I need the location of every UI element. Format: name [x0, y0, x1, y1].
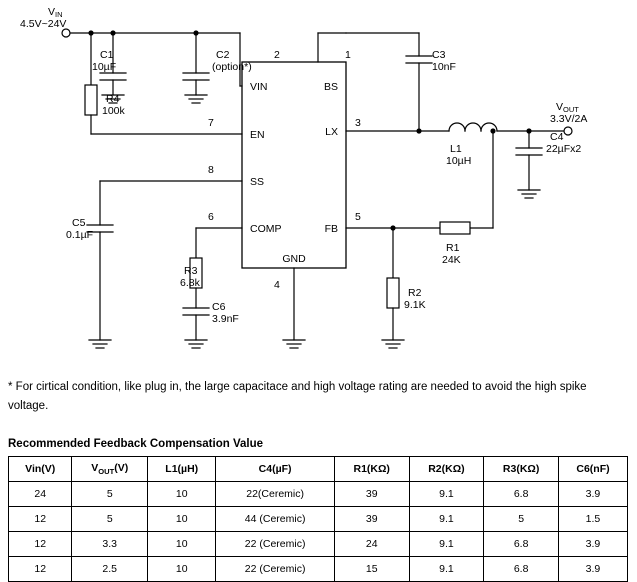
cell: 2.5 — [72, 557, 148, 582]
cell: 10 — [148, 482, 216, 507]
cell: 5 — [72, 507, 148, 532]
col-c4: C4(µF) — [216, 457, 334, 482]
r2-ref: R2 — [408, 287, 422, 299]
cell: 5 — [72, 482, 148, 507]
table-row — [9, 482, 628, 507]
table-header-row — [9, 457, 628, 482]
cell: 3.9 — [558, 557, 627, 582]
c1-value: 10µF — [92, 61, 117, 73]
r4-ref: R4 — [106, 93, 120, 105]
table-row — [9, 507, 628, 532]
pin-label-fb: FB — [324, 223, 338, 235]
pin-number-8: 8 — [208, 164, 214, 176]
cell: 1.5 — [558, 507, 627, 532]
table-row — [9, 557, 628, 582]
cell: 5 — [484, 507, 559, 532]
cell: 3.9 — [558, 532, 627, 557]
r3-value: 6.8k — [180, 277, 200, 289]
cell: 12 — [9, 507, 72, 532]
pin-label-lx: LX — [325, 126, 338, 138]
vin-value: 4.5V~24V — [20, 18, 67, 30]
r3-ref: R3 — [184, 265, 198, 277]
cell: 9.1 — [409, 557, 484, 582]
c4-value: 22µFx2 — [546, 143, 582, 155]
pin-label-bs: BS — [323, 81, 338, 93]
pin-label-comp: COMP — [250, 223, 282, 235]
col-vin: Vin(V) — [9, 457, 72, 482]
col-r1: R1(KΩ) — [334, 457, 409, 482]
cell: 10 — [148, 532, 216, 557]
cell: 6.8 — [484, 557, 559, 582]
pin-label-en: EN — [250, 129, 265, 141]
col-l1: L1(µH) — [148, 457, 216, 482]
cell: 24 — [9, 482, 72, 507]
cell: 22(Ceremic) — [216, 482, 334, 507]
cell: 9.1 — [409, 507, 484, 532]
cell: 9.1 — [409, 532, 484, 557]
l1-value: 10µH — [446, 155, 472, 167]
pin-number-4: 4 — [274, 279, 280, 291]
l1-ref: L1 — [450, 143, 462, 155]
vout-value: 3.3V/2A — [550, 113, 588, 125]
footnote: * For cirtical condition, like plug in, the large capacitace and high voltage rating are needed to avoid the high spike voltage. — [8, 381, 587, 412]
col-c6: C6(nF) — [558, 457, 627, 482]
table-row — [9, 532, 628, 557]
cell: 22 (Ceremic) — [216, 557, 334, 582]
c5-value: 0.1µF — [66, 229, 94, 241]
c2-value: (option*) — [212, 61, 252, 73]
pin-number-1: 1 — [345, 49, 351, 61]
cell: 10 — [148, 557, 216, 582]
cell: 39 — [334, 482, 409, 507]
cell: 6.8 — [484, 532, 559, 557]
c5-ref: C5 — [72, 217, 86, 229]
c4-ref: C4 — [550, 131, 564, 143]
col-r2: R2(KΩ) — [409, 457, 484, 482]
r4-value: 100k — [102, 105, 125, 117]
r1-value: 24K — [442, 254, 461, 266]
pin-number-5: 5 — [355, 211, 361, 223]
cell: 3.9 — [558, 482, 627, 507]
cell: 6.8 — [484, 482, 559, 507]
cell: 12 — [9, 557, 72, 582]
vout-label: VOUT — [556, 101, 579, 114]
cell: 22 (Ceremic) — [216, 532, 334, 557]
pin-label-gnd: GND — [282, 253, 306, 265]
cell: 3.3 — [72, 532, 148, 557]
pin-number-7: 7 — [208, 117, 214, 129]
cell: 44 (Ceremic) — [216, 507, 334, 532]
c6-ref: C6 — [212, 301, 226, 313]
c2-ref: C2 — [216, 49, 230, 61]
cell: 24 — [334, 532, 409, 557]
pin-number-2: 2 — [274, 49, 280, 61]
table-title: Recommended Feedback Compensation Value — [8, 438, 263, 450]
col-r3: R3(KΩ) — [484, 457, 559, 482]
cell: 12 — [9, 532, 72, 557]
pin-label-vin: VIN — [250, 81, 268, 93]
cell: 39 — [334, 507, 409, 532]
cell: 10 — [148, 507, 216, 532]
c3-ref: C3 — [432, 49, 446, 61]
r2-value: 9.1K — [404, 299, 426, 311]
pin-label-ss: SS — [250, 176, 265, 188]
c3-value: 10nF — [432, 61, 456, 73]
col-vout: $V_{OUT}(V)$ — [72, 457, 148, 482]
cell: 9.1 — [409, 482, 484, 507]
recommended-compensation-table — [8, 456, 628, 582]
pin-number-6: 6 — [208, 211, 214, 223]
c1-ref: C1 — [100, 49, 114, 61]
cell: 15 — [334, 557, 409, 582]
r1-ref: R1 — [446, 242, 460, 254]
pin-number-3: 3 — [355, 117, 361, 129]
c6-value: 3.9nF — [212, 313, 239, 325]
vin-label: VIN — [48, 6, 63, 19]
